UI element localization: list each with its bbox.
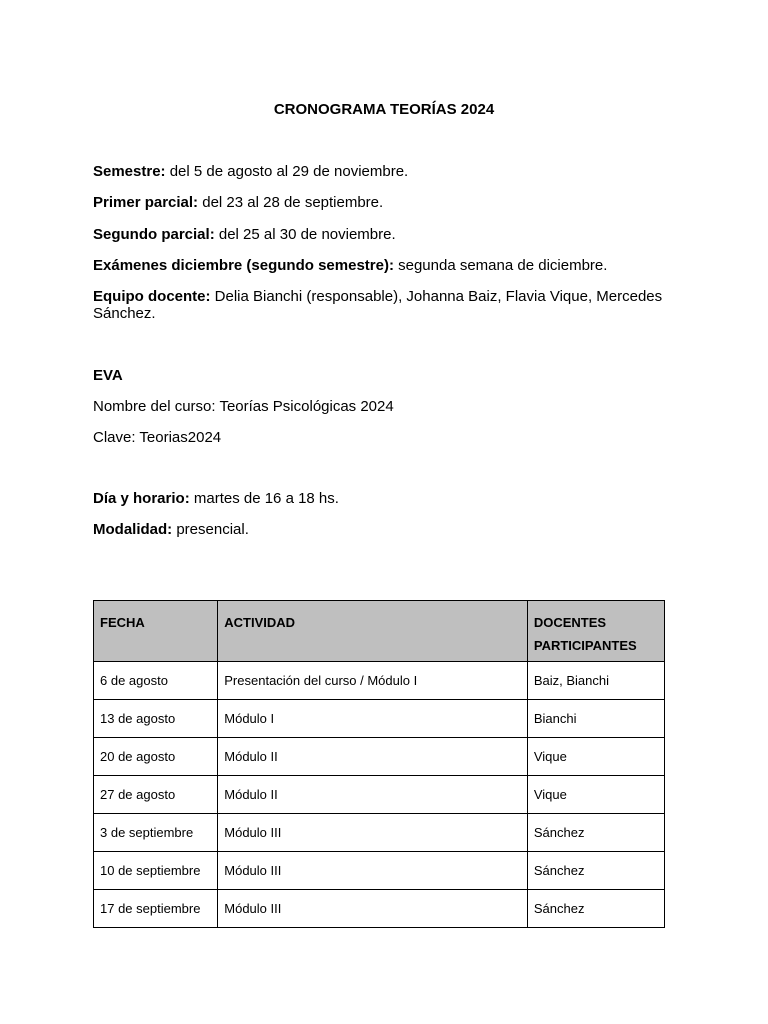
- equipo-docente-label: Equipo docente:: [93, 288, 211, 305]
- cell-docentes: Sánchez: [527, 852, 664, 890]
- cell-actividad: Módulo I: [218, 700, 528, 738]
- primer-parcial-value: del 23 al 28 de septiembre.: [198, 194, 384, 211]
- segundo-parcial-label: Segundo parcial:: [93, 226, 215, 243]
- cell-actividad: Presentación del curso / Módulo I: [218, 662, 528, 700]
- equipo-docente-value: Delia Bianchi (responsable), Johanna Baiz, Flavia Vique, Mercedes Sánchez.: [93, 288, 663, 322]
- modalidad-line: [93, 521, 673, 538]
- segundo-parcial-line: [93, 226, 673, 243]
- cell-actividad: Módulo III: [218, 890, 528, 928]
- cell-fecha: 10 de septiembre: [94, 852, 218, 890]
- cell-fecha: 6 de agosto: [94, 662, 218, 700]
- cell-docentes: Vique: [527, 738, 664, 776]
- header-actividad: ACTIVIDAD: [218, 601, 528, 662]
- modalidad-label: Modalidad:: [93, 521, 173, 538]
- cell-actividad: Módulo III: [218, 814, 528, 852]
- cell-actividad: Módulo II: [218, 776, 528, 814]
- cell-actividad: Módulo II: [218, 738, 528, 776]
- table-row: [94, 852, 665, 890]
- header-fecha: FECHA: [94, 601, 218, 662]
- semestre-line: [93, 163, 673, 180]
- cell-fecha: 13 de agosto: [94, 700, 218, 738]
- cell-docentes: Vique: [527, 776, 664, 814]
- schedule-table: [93, 600, 665, 928]
- semestre-value: del 5 de agosto al 29 de noviembre.: [165, 163, 409, 180]
- primer-parcial-label: Primer parcial:: [93, 194, 199, 211]
- table-row: [94, 776, 665, 814]
- equipo-docente-line: [93, 288, 673, 322]
- document-title: CRONOGRAMA TEORÍAS 2024: [273, 101, 495, 118]
- primer-parcial-line: [93, 194, 673, 211]
- cell-docentes: Bianchi: [527, 700, 664, 738]
- cell-docentes: Baiz, Bianchi: [527, 662, 664, 700]
- cell-docentes: Sánchez: [527, 890, 664, 928]
- table-row: [94, 662, 665, 700]
- table-row: [94, 890, 665, 928]
- header-docentes: DOCENTES PARTICIPANTES: [527, 601, 664, 662]
- dia-horario-line: [93, 490, 673, 507]
- cell-actividad: Módulo III: [218, 852, 528, 890]
- eva-heading: EVA: [93, 367, 123, 384]
- dia-horario-value: martes de 16 a 18 hs.: [189, 490, 339, 507]
- examenes-line: [93, 257, 673, 274]
- cell-fecha: 27 de agosto: [94, 776, 218, 814]
- table-header-row: [94, 601, 665, 662]
- semestre-label: Semestre:: [93, 163, 166, 180]
- clave-line: Clave: Teorias2024: [93, 429, 222, 446]
- table-row: [94, 814, 665, 852]
- cell-docentes: Sánchez: [527, 814, 664, 852]
- nombre-curso-line: Nombre del curso: Teorías Psicológicas 2024: [93, 398, 394, 415]
- table-row: [94, 738, 665, 776]
- segundo-parcial-value: del 25 al 30 de noviembre.: [214, 226, 396, 243]
- cell-fecha: 20 de agosto: [94, 738, 218, 776]
- table-row: [94, 700, 665, 738]
- cell-fecha: 17 de septiembre: [94, 890, 218, 928]
- examenes-value: segunda semana de diciembre.: [393, 257, 608, 274]
- dia-horario-label: Día y horario:: [93, 490, 190, 507]
- examenes-label: Exámenes diciembre (segundo semestre):: [93, 257, 394, 274]
- modalidad-value: presencial.: [172, 521, 249, 538]
- cell-fecha: 3 de septiembre: [94, 814, 218, 852]
